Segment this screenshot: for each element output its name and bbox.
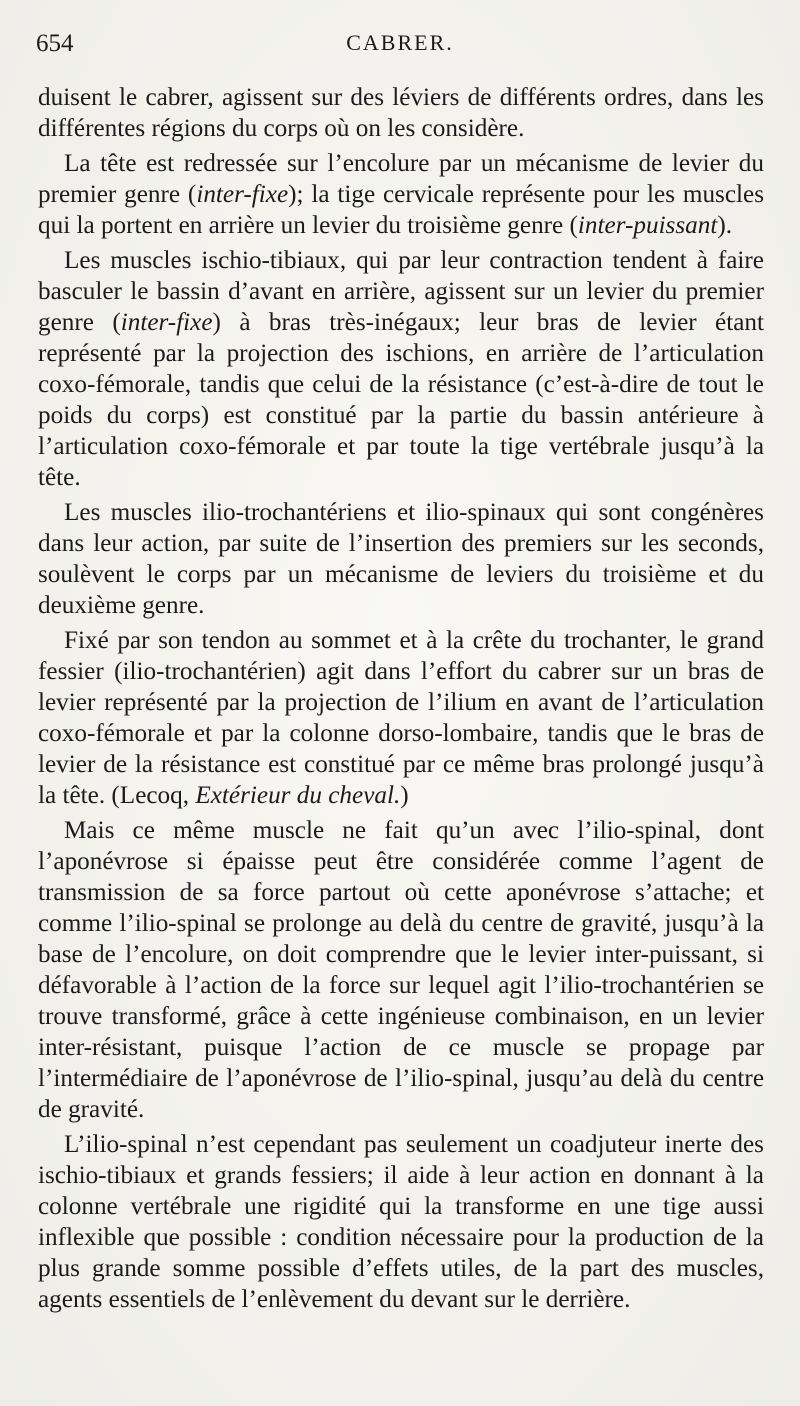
text-run: ) à bras très-inégaux; leur bras de levier étant représenté par la projection des ischions, en arrière de l’articulation coxo-fémorale, tandis que celui de la résistance (c’est-à-dire de tout le poids du corps) est constitué par la partie du bassin antérieure à l’articulation coxo-fémorale et par toute la tige vertébrale jusqu’à la tête. xyxy=(38,309,764,491)
running-title: CABRER. xyxy=(346,30,454,55)
text-run: Mais ce même muscle ne fait qu’un avec l’ilio-spinal, dont l’aponévrose si épaisse peut être considérée comme l’agent de transmission de sa force partout où cette aponévrose s’attache; et comme l’ilio-spinal se prolonge au delà du centre de gravité, jusqu’à la base de l’encolure, on doit comprendre que le levier inter-puissant, si défavorable à l’action de la force sur lequel agit l’ilio-trochantérien se trouve transformé, grâce à cette ingénieuse combinaison, en un levier inter-résistant, puisque l’action de ce muscle se propage par l’intermédiaire de l’aponévrose de l’ilio-spinal, jusqu’au delà du centre de gravité. xyxy=(38,817,764,1123)
paragraph xyxy=(38,497,764,621)
text-run: Les muscles ilio-trochantériens et ilio-spinaux qui sont congénères dans leur action, par suite de l’insertion des premiers sur les seconds, soulèvent le corps par un mécanisme de leviers du troisième et du deuxième genre. xyxy=(38,499,764,619)
page-header xyxy=(36,30,764,66)
paragraph xyxy=(38,625,764,811)
body-text xyxy=(38,82,764,1319)
italic-text: inter-puissant xyxy=(577,212,718,239)
italic-text: inter-fixe xyxy=(120,309,213,336)
paragraph xyxy=(38,1129,764,1315)
text-run: Fixé par son tendon au sommet et à la crête du trochanter, le grand fessier (ilio-trochantérien) agit dans l’effort du cabrer sur un bras de levier représenté par la projection de l’ilium en avant de l’articulation coxo-fémorale et par la colonne dorso-lombaire, tandis que le bras de levier de la résistance est constitué par ce même bras prolongé jusqu’à la tête. (Lecoq, xyxy=(38,627,764,809)
paragraph xyxy=(38,82,764,144)
text-run: Les muscles ischio-tibiaux, qui par leur contraction tendent à faire basculer le bassin d’avant en arrière, agissent sur un levier du premier genre ( xyxy=(38,247,764,336)
page-number: 654 xyxy=(36,30,74,57)
text-run: ) xyxy=(400,782,409,809)
paragraph xyxy=(38,245,764,493)
italic-text: Extérieur du cheval. xyxy=(195,782,401,809)
paragraph xyxy=(38,148,764,241)
paragraph xyxy=(38,815,764,1125)
text-run: L’ilio-spinal n’est cependant pas seulement un coadjuteur inerte des ischio-tibiaux et grands fessiers; il aide à leur action en donnant à la colonne vertébrale une rigidité qui la transforme en une tige aussi inflexible que possible : condition nécessaire pour la production de la plus grande somme possible d’effets utiles, de la part des muscles, agents essentiels de l’enlèvement du devant sur le derrière. xyxy=(38,1131,764,1313)
text-run: La tête est redressée sur l’encolure par un mécanisme de levier du premier genre ( xyxy=(38,150,764,208)
text-run: duisent le cabrer, agissent sur des léviers de différents ordres, dans les différentes régions du corps où on les considère. xyxy=(38,84,764,142)
text-run: ). xyxy=(717,212,733,239)
text-run: ); la tige cervicale représente pour les muscles qui la portent en arrière un levier du troisième genre ( xyxy=(38,181,765,239)
italic-text: inter-fixe xyxy=(196,181,289,208)
